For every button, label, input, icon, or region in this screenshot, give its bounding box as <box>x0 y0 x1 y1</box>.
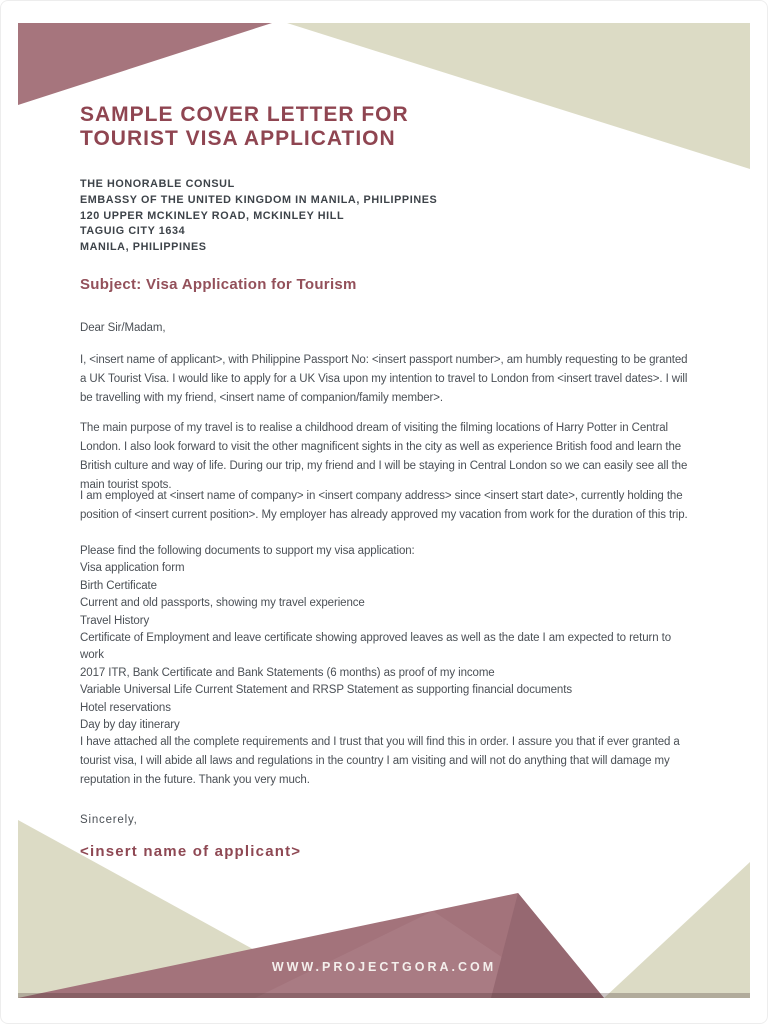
document-item: Travel History <box>80 614 150 627</box>
decor-triangle-bottom-right <box>604 862 750 998</box>
page-bottom-shadow-line <box>18 993 750 998</box>
document-item: Variable Universal Life Current Statement and RRSP Statement as supporting financial documents <box>80 684 572 697</box>
document-item: Hotel reservations <box>80 701 171 714</box>
documents-intro: Please find the following documents to support my visa application: <box>80 545 415 557</box>
title-line-1: SAMPLE COVER LETTER FOR <box>80 103 409 126</box>
decor-triangle-top-left <box>18 23 272 105</box>
document-item: Current and old passports, showing my travel experience <box>80 597 365 610</box>
document-item: Certificate of Employment and leave certificate showing approved leaves as well as the date I am expected to return to work <box>80 632 671 662</box>
documents-list <box>80 543 695 734</box>
paragraph-introduction: I, <insert name of applicant>, with Philippine Passport No: <insert passport number>, am humbly requesting to be granted a UK Tourist Visa. I would like to apply for a UK Visa upon my intention to travel to London from <insert travel dates>. I will be travelling with my friend, <insert name of companion/family member>. <box>80 354 688 404</box>
footer-website-url: WWW.PROJECTGORA.COM <box>271 960 497 974</box>
document-title <box>80 103 409 150</box>
paragraph-purpose: The main purpose of my travel is to realise a childhood dream of visiting the filming locations of Harry Potter in Central London. I also look forward to visit the other magnificent sights in the city as well as experience British food and learn the British culture and way of life. During our trip, my friend and I will be staying in Central London so we can easily see all the main tourist spots. <box>80 422 688 491</box>
document-item: Visa application form <box>80 562 185 575</box>
recipient-line: 120 UPPER MCKINLEY ROAD, MCKINLEY HILL <box>80 209 345 222</box>
recipient-line: EMBASSY OF THE UNITED KINGDOM IN MANILA, PHILIPPINES <box>80 193 438 206</box>
salutation: Dear Sir/Madam, <box>80 322 166 334</box>
title-line-2: TOURIST VISA APPLICATION <box>80 126 396 150</box>
paragraph-employment: I am employed at <insert name of company> in <insert company address> since <insert start date>, currently holding the position of <insert current position>. My employer has already approved my vacation from work for the duration of this trip. <box>80 490 688 521</box>
document-item: 2017 ITR, Bank Certificate and Bank Statements (6 months) as proof of my income <box>80 666 495 679</box>
closing-salutation: Sincerely, <box>80 814 138 826</box>
letter-page <box>18 23 750 1001</box>
recipient-line: MANILA, PHILIPPINES <box>80 241 207 254</box>
recipient-line: THE HONORABLE CONSUL <box>80 178 235 190</box>
recipient-line: TAGUIG CITY 1634 <box>80 225 186 238</box>
paragraph-closing: I have attached all the complete requirements and I trust that you will find this in order. I assure you that if ever granted a tourist visa, I will abide all laws and regulations in the country I am visiting and will not do anything that will damage my reputation in the future. Thank you very much. <box>80 736 680 786</box>
document-item: Birth Certificate <box>80 579 157 592</box>
subject-line: Subject: Visa Application for Tourism <box>80 276 357 293</box>
recipient-address-block <box>80 177 437 256</box>
signature-placeholder: <insert name of applicant> <box>80 843 302 860</box>
document-item: Day by day itinerary <box>80 719 180 732</box>
